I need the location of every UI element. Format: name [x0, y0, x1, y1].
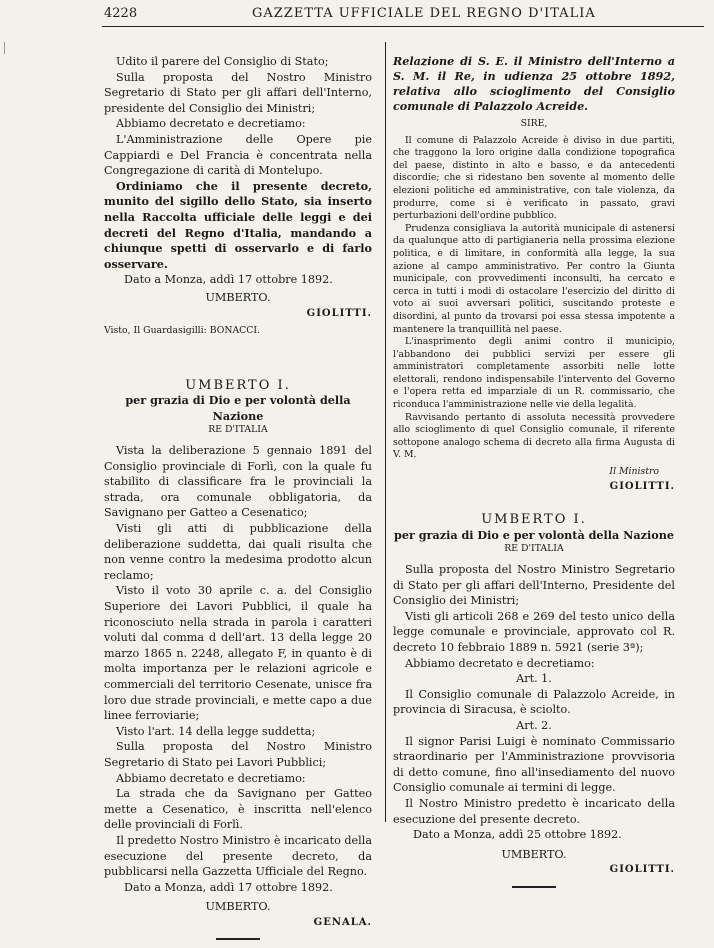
date-line: Dato a Monza, addì 25 ottobre 1892.	[413, 828, 622, 842]
king-signature: UMBERTO.	[205, 900, 271, 914]
paragraph: L'Amministrazione delle Opere pie Cappiardi e Del Francia è concentrata nella Congregazione di carità di Montelupo.	[104, 132, 372, 178]
report-title: Relazione di S. E. il Ministro dell'Interno a S. M. il Re, in udienza 25 ottobre 1892, relativa allo scioglimento del Consiglio comunale di Palazzolo Acreide.	[393, 54, 675, 113]
article-heading: Art. 2.	[516, 718, 552, 732]
paragraph: Ordiniamo che il presente decreto, munito del sigillo dello Stato, sia inserto nella Raccolta ufficiale delle leggi e dei decreti del Regno d'Italia, mandando a chiunque spetti di osservarlo e di farlo osservare.	[104, 178, 372, 271]
king-heading: UMBERTO I.	[185, 377, 291, 393]
paragraph: Sulla proposta del Nostro Ministro Segretario di Stato pei Lavori Pubblici;	[104, 740, 372, 769]
right-column	[393, 54, 675, 896]
column-divider	[385, 42, 386, 822]
king-signature: UMBERTO.	[205, 290, 271, 304]
paragraph: Abbiamo decretato e decretiamo:	[116, 771, 306, 785]
king-signature: UMBERTO.	[501, 847, 567, 861]
grace-line: per grazia di Dio e per volontà della Nazione	[394, 527, 674, 542]
article-heading: Art. 1.	[516, 672, 552, 686]
paragraph: Vista la deliberazione 5 gennaio 1891 del Consiglio provinciale di Forlì, con la quale fu stabilito di classificare fra le provinciali la strada, ora comunale obbligatoria, da Savignano per Gatteo a Cesenatico;	[104, 444, 372, 520]
separator-line	[512, 886, 556, 888]
minister-signature: GIOLITTI.	[609, 864, 675, 876]
salutation: SIRE,	[520, 118, 548, 129]
king-title: RE D'ITALIA	[504, 543, 564, 555]
minister-label: Il Ministro	[609, 466, 659, 478]
paragraph: Abbiamo decretato e decretiamo:	[405, 656, 595, 670]
paragraph: La strada che da Savignano per Gatteo mette a Cesenatico, è inscritta nell'elenco delle provinciali di Forlì.	[104, 787, 372, 832]
paragraph: Visti gli atti di pubblicazione della deliberazione suddetta, dai quali risulta che non venne contro la medesima prodotto alcun reclamo;	[104, 522, 372, 582]
date-line: Dato a Monza, addì 17 ottobre 1892.	[124, 273, 333, 287]
grace-line: per grazia di Dio e per volontà della Nazione	[125, 393, 351, 423]
paragraph: Il Consiglio comunale di Palazzolo Acreide, in provincia di Siracusa, è sciolto.	[393, 687, 675, 717]
page-number: 4228	[104, 6, 138, 21]
report-paragraph: L'inasprimento degli animi contro il municipio, l'abbandono dei pubblici servizi per essere gli amministratori completamente assorbiti nelle lotte elettorali, rendono indispensabile l'intervento del Governo e l'opera retta ed imparziale di un R. commissario, che riconduca l'amministrazione nelle vie della legalità.	[393, 336, 675, 411]
gazette-title: GAZZETTA UFFICIALE DEL REGNO D'ITALIA	[252, 6, 596, 21]
paragraph: Il Nostro Ministro predetto è incaricato della esecuzione del presente decreto.	[393, 796, 675, 826]
paragraph: Il predetto Nostro Ministro è incaricato della esecuzione del presente decreto, da pubblicarsi nella Gazzetta Ufficiale del Regno.	[104, 833, 372, 879]
minister-signature: GENALA.	[313, 916, 372, 928]
page-header	[104, 6, 704, 26]
paragraph: Udito il parere del Consiglio di Stato;	[116, 55, 329, 68]
minister-signature: GIOLITTI.	[306, 307, 372, 319]
report-paragraph: Il comune di Palazzolo Acreide è diviso in due partiti, che traggono la loro origine dalla condizione topografica del paese, distinto in alto e basso, e da antecedenti discordie; che si ridestano ben sovente al momento delle elezioni politiche ed amministrative, con tale violenza, da produrre, come si è verificato in passato, gravi perturbazioni dell'ordine pubblico.	[393, 134, 675, 222]
left-column	[104, 54, 372, 948]
report-paragraph: Ravvisando pertanto di assoluta necessità provvedere allo scioglimento di quel Consiglio comunale, il riferente sottopone analogo schema di decreto alla firma Augusta di V. M.	[393, 411, 675, 461]
king-title: RE D'ITALIA	[208, 424, 268, 436]
paragraph: Il signor Parisi Luigi è nominato Commissario straordinario per l'Amministrazione provvisoria di detto comune, fino all'insediamento del nuovo Consiglio comunale ai termini di legge.	[393, 734, 675, 795]
paragraph: Sulla proposta del Nostro Ministro Segretario di Stato per gli affari dell'Interno, Presidente del Consiglio dei Ministri;	[393, 563, 675, 608]
date-line: Dato a Monza, addì 17 ottobre 1892.	[124, 880, 333, 894]
minister-signature: GIOLITTI.	[609, 480, 675, 492]
header-rule	[102, 26, 704, 27]
report-paragraph: Prudenza consigliava la autorità municipale di astenersi da qualunque atto di partigianeria nella prossima elezione politica, e di limitare, in conformità alla legge, la sua azione al campo amministrativo. Per contro la Giunta municipale, con provvedimenti inconsulti, ha cercato e cerca in tutti i modi di ostacolare l'esercizio del diritto di voto ai suoi avversari politici, suscitando proteste e disordini, al punto da trovarsi poi essa stessa impotente a mantenere la tranquillità nel paese.	[393, 222, 675, 335]
paragraph: Visti gli articoli 268 e 269 del testo unico della legge comunale e provinciale, approvato col R. decreto 10 febbraio 1889 n. 5921 (serie 3ª);	[393, 609, 675, 654]
visto-line: Visto, Il Guardasigilli: BONACCI.	[104, 325, 261, 337]
paragraph: Visto il voto 30 aprile c. a. del Consiglio Superiore dei Lavori Pubblici, il quale ha riconosciuto nella strada in parola i caratteri voluti dal comma d dell'art. 13 della legge 20 marzo 1865 n. 2248, allegato F, in quanto è di molta importanza per le relazioni agricole e commerciali del territorio Cesenate, unisce fra loro due strade provinciali, e mette capo a due linee ferroviarie;	[104, 584, 372, 723]
paragraph: Abbiamo decretato e decretiamo:	[116, 117, 306, 131]
king-heading: UMBERTO I.	[481, 512, 587, 528]
paragraph: Visto l'art. 14 della legge suddetta;	[116, 724, 316, 738]
separator-line	[216, 938, 260, 940]
scan-mark	[4, 42, 5, 54]
paragraph: Sulla proposta del Nostro Ministro Segretario di Stato per gli affari dell'Interno, presidente del Consiglio dei Ministri;	[104, 70, 372, 115]
